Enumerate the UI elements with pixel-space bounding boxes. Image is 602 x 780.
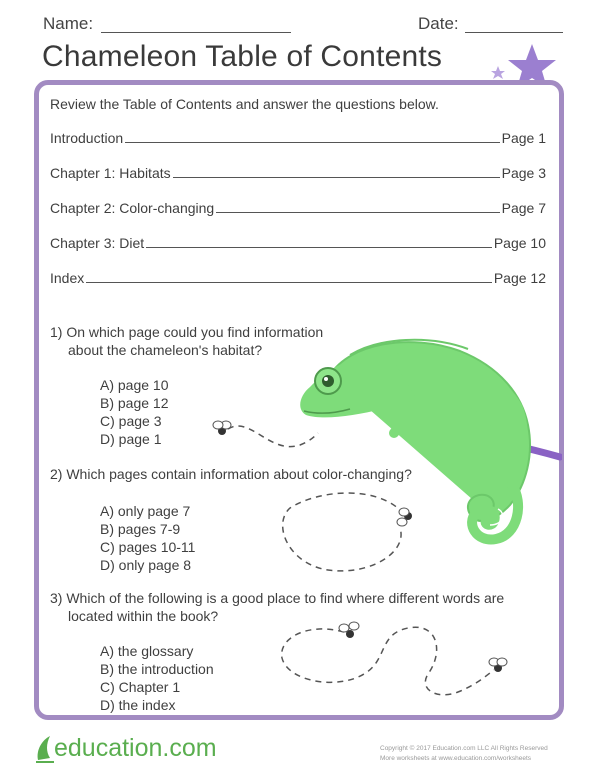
toc-label: Introduction (50, 130, 124, 146)
brand-logo[interactable]: education.com (54, 734, 217, 762)
question-1: 1) On which page could you find information (50, 324, 324, 340)
question-1-answers (100, 376, 169, 448)
fly-path-3 (268, 612, 518, 707)
answer-option[interactable]: B) the introduction (100, 661, 214, 677)
toc-row-chapter-1 (50, 165, 546, 183)
copyright: Copyright © 2017 Education.com LLC All Rights Reserved (380, 745, 548, 752)
toc-label: Chapter 1: Habitats (50, 165, 171, 181)
question-1-line-2: about the chameleon's habitat? (68, 342, 263, 358)
answer-option[interactable]: A) the glossary (100, 643, 194, 659)
date-label: Date: (418, 14, 459, 33)
answer-option[interactable]: A) only page 7 (100, 503, 191, 519)
toc-label: Chapter 3: Diet (50, 235, 145, 251)
question-3-answers (100, 642, 214, 714)
answer-option[interactable]: A) page 10 (100, 377, 169, 393)
fly-path-2 (278, 488, 428, 578)
toc-row-chapter-3 (50, 235, 546, 253)
page-title: Chameleon Table of Contents (42, 40, 443, 73)
toc-page: Page 12 (493, 270, 546, 286)
toc-label: Chapter 2: Color-changing (50, 200, 215, 216)
question-3: 3) Which of the following is a good place to find where different words are (50, 590, 505, 606)
question-2: 2) Which pages contain information about color-changing? (50, 466, 412, 482)
toc-row-chapter-2 (50, 200, 546, 218)
toc-page: Page 10 (493, 235, 546, 251)
answer-option[interactable]: D) page 1 (100, 431, 162, 447)
toc-page: Page 1 (501, 130, 546, 146)
toc-label: Index (50, 270, 85, 286)
question-3-line-2: located within the book? (68, 608, 219, 624)
date-line[interactable] (465, 32, 563, 33)
toc-page: Page 7 (501, 200, 546, 216)
answer-option[interactable]: B) pages 7-9 (100, 521, 181, 537)
name-label: Name: (43, 14, 94, 33)
answer-option[interactable]: C) pages 10-11 (100, 539, 196, 555)
more-worksheets: More worksheets at www.education.com/worksheets (380, 755, 532, 762)
question-2-answers (100, 502, 195, 574)
answer-option[interactable]: D) only page 8 (100, 557, 192, 573)
name-line[interactable] (101, 32, 291, 33)
education-logo-icon (34, 734, 56, 764)
answer-option[interactable]: D) the index (100, 697, 176, 713)
answer-option[interactable]: C) page 3 (100, 413, 162, 429)
answer-option[interactable]: C) Chapter 1 (100, 679, 181, 695)
toc-leader-line (50, 282, 546, 283)
toc-row-index (50, 270, 546, 288)
answer-option[interactable]: B) page 12 (100, 395, 169, 411)
fly-path-1 (210, 415, 320, 455)
instructions: Review the Table of Contents and answer the questions below. (50, 96, 439, 112)
toc-row-introduction (50, 130, 546, 148)
toc-page: Page 3 (501, 165, 546, 181)
